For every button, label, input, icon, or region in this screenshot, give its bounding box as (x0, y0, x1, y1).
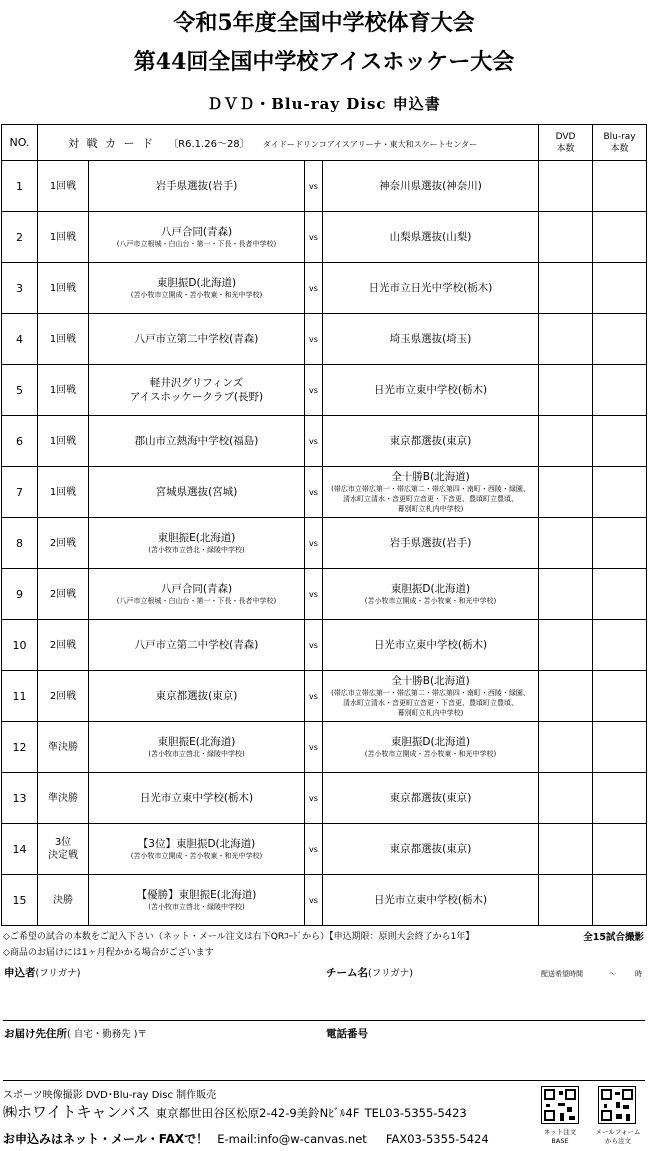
applicant-line (3, 1020, 645, 1021)
row-spacer (647, 875, 648, 926)
team-left-name: 東京都選抜(東京) (155, 690, 238, 702)
team-left-name: 宮城県選抜(宮城) (155, 486, 238, 498)
bluray-quantity-field[interactable] (593, 722, 647, 773)
team-left-name: 郡山市立熱海中学校(福島) (134, 435, 259, 447)
vs-label: vs (305, 314, 323, 365)
row-spacer (647, 467, 648, 518)
match-round-line: 1回戦 (49, 486, 77, 498)
table-header-row (2, 125, 648, 161)
team-left-name: 八戸市立第二中学校(青森) (134, 639, 259, 651)
team-right-members: (帯広市立帯広第一・帯広第二・帯広第四・南町・西陵・緑園、 (331, 689, 530, 697)
vs-label: vs (305, 875, 323, 926)
table-body (2, 161, 648, 926)
vs-label: vs (305, 263, 323, 314)
team-kana: (フリガナ) (368, 968, 413, 979)
vs-label: vs (305, 824, 323, 875)
team-right-name: 東京都選抜(東京) (389, 843, 472, 855)
team-left (89, 620, 305, 671)
vs-label: vs (305, 212, 323, 263)
team-right-name: 東胆振D(北海道) (390, 583, 471, 595)
team-right-name: 神奈川県選抜(神奈川) (379, 180, 482, 192)
team-left-name: 【3位】東胆振D(北海道) (137, 838, 256, 850)
postal-mark: 〒 (137, 1029, 147, 1040)
dvd-quantity-field[interactable] (539, 620, 593, 671)
team-right (323, 212, 539, 263)
team-right-members: (苫小牧市立開成・苫小牧東・和光中学校) (364, 597, 497, 605)
header-dvd (539, 125, 593, 161)
table-row (2, 671, 648, 722)
match-round-line: 1回戦 (49, 282, 77, 294)
header-bluray-line1: Blu-ray (603, 131, 636, 142)
team-right (323, 416, 539, 467)
company-fax: FAX03-5355-5424 (385, 1132, 489, 1146)
match-round-line: 1回戦 (49, 384, 77, 396)
match-round (38, 518, 89, 569)
table-row (2, 875, 648, 926)
team-left-name: 八戸市立第二中学校(青森) (134, 333, 259, 345)
team-left-name: 東胆振D(北海道) (156, 277, 237, 289)
header-venues: ダイドードリンコアイスアリーナ・東大和スケートセンター (262, 139, 478, 149)
row-spacer (647, 212, 648, 263)
team-right-name: 東京都選抜(東京) (389, 435, 472, 447)
team-left-name: 八戸合同(青森) (160, 226, 233, 238)
match-round-line: 準決勝 (48, 741, 78, 753)
match-round (38, 569, 89, 620)
table-row (2, 569, 648, 620)
match-number: 10 (2, 620, 38, 671)
match-round-line: 2回戦 (49, 537, 77, 549)
match-round-line: 1回戦 (49, 231, 77, 243)
title-line-1: 令和5年度全国中学校体育大会 (173, 10, 475, 36)
header-card-label: 対 戦 カ ー ド (68, 136, 155, 150)
address-type: ( 自宅・勤務先 ) (67, 1029, 138, 1040)
team-left-name: 【優勝】東胆振E(北海道) (136, 889, 257, 901)
match-round (38, 365, 89, 416)
vs-label: vs (305, 671, 323, 722)
team-left-members: (苫小牧市立開成・苫小牧東・和光中学校) (130, 852, 263, 860)
team-left-name: 岩手県選抜(岩手) (155, 180, 238, 192)
bluray-quantity-field[interactable] (593, 365, 647, 416)
table-row (2, 518, 648, 569)
team-right-name: 東京都選抜(東京) (389, 792, 472, 804)
qr-caption-mailform (590, 1128, 646, 1146)
row-spacer (647, 569, 648, 620)
team-right-name: 山梨県選抜(山梨) (389, 231, 472, 243)
bluray-quantity-field[interactable] (593, 671, 647, 722)
vs-label: vs (305, 416, 323, 467)
bluray-quantity-field[interactable] (593, 518, 647, 569)
order-methods: お申込みはネット・メール・FAXで！ (3, 1132, 209, 1146)
match-round-line: 1回戦 (49, 435, 77, 447)
match-round (38, 671, 89, 722)
team-right-name: 日光市立東中学校(栃木) (373, 639, 488, 651)
team-left-name: 八戸合同(青森) (160, 583, 233, 595)
note-delivery-time: ◇商品のお届けには1ヶ月程かかる場合がございます (3, 948, 214, 958)
qr-caption-mailform-1: メールフォーム (595, 1128, 641, 1136)
team-left-name: 東胆振E(北海道) (157, 532, 236, 544)
qr-caption-base-1: ネット注文 (543, 1128, 577, 1136)
row-spacer (647, 518, 648, 569)
dvd-quantity-field[interactable] (539, 722, 593, 773)
vs-label: vs (305, 773, 323, 824)
table-row (2, 620, 648, 671)
phone-label: 電話番号 (326, 1028, 368, 1040)
match-number: 12 (2, 722, 38, 773)
header-dates: 〔R6.1.26〜28〕 (168, 138, 250, 150)
team-left-members: (苫小牧市立啓北・緑陵中学校) (148, 903, 245, 911)
team-left (89, 314, 305, 365)
team-right-members: 幕別町立札内中学校) (397, 505, 464, 513)
bluray-quantity-field[interactable] (593, 569, 647, 620)
delivery-tilde: 〜 (609, 970, 616, 978)
team-right (323, 314, 539, 365)
match-round (38, 161, 89, 212)
row-spacer (647, 263, 648, 314)
bluray-quantity-field[interactable] (593, 824, 647, 875)
team-left-name: 東胆振E(北海道) (157, 736, 236, 748)
team-right-members: (帯広市立帯広第一・帯広第二・帯広第四・南町・西陵・緑園、 (331, 485, 530, 493)
team-left-members: (苫小牧市立開成・苫小牧東・和光中学校) (130, 291, 263, 299)
match-number: 2 (2, 212, 38, 263)
team-right (323, 365, 539, 416)
row-spacer (647, 824, 648, 875)
dvd-quantity-field[interactable] (539, 875, 593, 926)
table-row (2, 161, 648, 212)
team-left (89, 773, 305, 824)
qr-code-mailform-icon[interactable] (598, 1086, 636, 1124)
team-right (323, 161, 539, 212)
team-left (89, 263, 305, 314)
table-row (2, 365, 648, 416)
applicant-label (4, 965, 80, 980)
dvd-quantity-field[interactable] (539, 212, 593, 263)
team-right (323, 569, 539, 620)
match-number: 14 (2, 824, 38, 875)
team-label (326, 965, 413, 980)
match-number: 15 (2, 875, 38, 926)
match-number: 3 (2, 263, 38, 314)
team-right (323, 671, 539, 722)
header-match-card (38, 125, 539, 161)
table-row (2, 824, 648, 875)
team-right (323, 518, 539, 569)
dvd-quantity-field[interactable] (539, 569, 593, 620)
note-order-instructions: ◇ご希望の試合の本数をご記入下さい（ネット・メール注文は右下QRｺｰﾄﾞから）【申込期限：原則大会終了から1年】 (3, 932, 475, 942)
match-round (38, 722, 89, 773)
row-spacer (647, 161, 648, 212)
footer-order (3, 1128, 489, 1147)
dvd-quantity-field[interactable] (539, 467, 593, 518)
match-number: 6 (2, 416, 38, 467)
team-right-name: 全十勝B(北海道) (391, 675, 470, 687)
bluray-quantity-field[interactable] (593, 212, 647, 263)
dvd-quantity-field[interactable] (539, 824, 593, 875)
header-bluray (593, 125, 647, 161)
match-round (38, 620, 89, 671)
team-right (323, 467, 539, 518)
vs-label: vs (305, 365, 323, 416)
dvd-quantity-field[interactable] (539, 365, 593, 416)
table-row (2, 722, 648, 773)
vs-label: vs (305, 467, 323, 518)
match-round-line: 2回戦 (49, 639, 77, 651)
bluray-quantity-field[interactable] (593, 416, 647, 467)
table-row (2, 467, 648, 518)
vs-label: vs (305, 569, 323, 620)
vs-label: vs (305, 518, 323, 569)
row-spacer (647, 773, 648, 824)
team-right (323, 722, 539, 773)
match-number: 8 (2, 518, 38, 569)
header-bluray-line2: 本数 (610, 143, 629, 154)
team-right-name: 日光市立日光中学校(栃木) (368, 282, 493, 294)
match-number: 11 (2, 671, 38, 722)
match-round (38, 416, 89, 467)
match-round-line: 1回戦 (49, 180, 77, 192)
team-left (89, 824, 305, 875)
bluray-quantity-field[interactable] (593, 620, 647, 671)
match-round-line: 2回戦 (49, 588, 77, 600)
match-round (38, 314, 89, 365)
table-row (2, 263, 648, 314)
team-left-members: (苫小牧市立啓北・緑陵中学校) (148, 750, 245, 758)
bluray-quantity-field[interactable] (593, 314, 647, 365)
match-round (38, 824, 89, 875)
team-left (89, 212, 305, 263)
row-spacer (647, 416, 648, 467)
vs-label: vs (305, 161, 323, 212)
team-right-members: 清水町立清水・音更町立音更・下音更、豊頃町立豊頃、 (343, 495, 519, 503)
team-right (323, 263, 539, 314)
company-name: ホワイトキャンバス (17, 1103, 151, 1121)
dvd-quantity-field[interactable] (539, 314, 593, 365)
team-left (89, 161, 305, 212)
match-round (38, 875, 89, 926)
address-text: お届け先住所 (4, 1028, 67, 1040)
header-no: NO. (2, 125, 38, 161)
company-address: 東京都世田谷区松原2-42-9美鈴Nﾋﾞﾙ4F (155, 1106, 360, 1120)
team-right (323, 824, 539, 875)
team-left (89, 467, 305, 518)
team-left-name-line2: アイスホッケークラブ(長野) (129, 391, 264, 403)
row-spacer (647, 620, 648, 671)
dvd-quantity-field[interactable] (539, 416, 593, 467)
match-round (38, 263, 89, 314)
team-right-members: 幕別町立札内中学校) (397, 709, 464, 717)
footer-company (3, 1101, 467, 1122)
applicant-text: 申込者 (4, 967, 36, 979)
team-text: チーム名 (326, 967, 368, 979)
team-left (89, 722, 305, 773)
team-right (323, 773, 539, 824)
match-round (38, 773, 89, 824)
match-round (38, 212, 89, 263)
team-left (89, 875, 305, 926)
company-email[interactable]: E-mail:info@w-canvas.net (217, 1132, 367, 1146)
delivery-hour: 時 (635, 970, 642, 978)
vs-label: vs (305, 722, 323, 773)
table-row (2, 773, 648, 824)
match-number: 4 (2, 314, 38, 365)
header-dvd-line2: 本数 (556, 143, 575, 154)
table-row (2, 416, 648, 467)
team-left (89, 671, 305, 722)
team-left (89, 416, 305, 467)
vs-label: vs (305, 620, 323, 671)
bluray-quantity-field[interactable] (593, 773, 647, 824)
header-dvd-line1: DVD (555, 131, 576, 142)
address-line (3, 1080, 645, 1081)
match-round (38, 467, 89, 518)
team-right-members: 清水町立清水・音更町立音更・下音更、豊頃町立豊頃、 (343, 699, 519, 707)
team-left-name: 日光市立東中学校(栃木) (139, 792, 254, 804)
row-spacer (647, 671, 648, 722)
team-right-name: 全十勝B(北海道) (391, 471, 470, 483)
row-spacer (647, 314, 648, 365)
match-number: 1 (2, 161, 38, 212)
match-round-line: 3位 (54, 837, 72, 848)
qr-caption-mailform-2: から注文 (605, 1137, 631, 1145)
match-number: 13 (2, 773, 38, 824)
team-left (89, 518, 305, 569)
title-line-2: 第44回全国中学校アイスホッケー大会 (133, 49, 515, 75)
team-right-name: 埼玉県選抜(埼玉) (389, 333, 472, 345)
qr-caption-base (533, 1128, 587, 1146)
match-round-line: 2回戦 (49, 690, 77, 702)
team-right-members: (苫小牧市立開成・苫小牧東・和光中学校) (364, 750, 497, 758)
match-number: 7 (2, 467, 38, 518)
dvd-quantity-field[interactable] (539, 161, 593, 212)
match-round-line: 1回戦 (49, 333, 77, 345)
match-round-line: 決定戦 (48, 850, 78, 861)
bluray-quantity-field[interactable] (593, 263, 647, 314)
team-right (323, 875, 539, 926)
table-row (2, 212, 648, 263)
company-prefix: ㈱ (3, 1105, 17, 1121)
bluray-quantity-field[interactable] (593, 467, 647, 518)
note-total-games: 全15試合撮影 (583, 932, 644, 943)
company-tel: TEL03-5355-5423 (364, 1106, 467, 1120)
footer-line-1: スポーツ映像撮影 DVD･Blu-ray Disc 制作販売 (3, 1090, 217, 1101)
team-left-name: 軽井沢グリフィンズ (149, 377, 244, 389)
team-left (89, 569, 305, 620)
dvd-quantity-field[interactable] (539, 773, 593, 824)
match-round-line: 準決勝 (48, 792, 78, 804)
delivery-time-label: 配送希望時間 (541, 970, 583, 978)
applicant-kana: (フリガナ) (35, 968, 81, 979)
bluray-quantity-field[interactable] (593, 875, 647, 926)
team-left-members: (苫小牧市立啓北・緑陵中学校) (148, 546, 245, 554)
bluray-quantity-field[interactable] (593, 161, 647, 212)
dvd-quantity-field[interactable] (539, 518, 593, 569)
team-right-name: 日光市立東中学校(栃木) (373, 384, 488, 396)
row-spacer (647, 365, 648, 416)
team-left-members: (八戸市立根城・白山台・第一・下長・長者中学校) (116, 240, 277, 248)
match-number: 9 (2, 569, 38, 620)
order-table (1, 124, 648, 926)
match-round-line: 決勝 (53, 894, 73, 906)
team-right (323, 620, 539, 671)
team-right-name: 岩手県選抜(岩手) (389, 537, 472, 549)
dvd-quantity-field[interactable] (539, 671, 593, 722)
team-left (89, 365, 305, 416)
dvd-quantity-field[interactable] (539, 263, 593, 314)
qr-code-base-icon[interactable] (541, 1086, 579, 1124)
title-line-3: ＤＶＤ・Blu-ray Disc 申込書 (207, 95, 441, 113)
team-left-members: (八戸市立根城・白山台・第一・下長・長者中学校) (116, 597, 277, 605)
header-spacer (647, 125, 648, 161)
team-right-name: 東胆振D(北海道) (390, 736, 471, 748)
team-right-name: 日光市立東中学校(栃木) (373, 894, 488, 906)
address-label (4, 1026, 147, 1041)
table-row (2, 314, 648, 365)
qr-caption-base-2: BASE (551, 1137, 569, 1145)
row-spacer (647, 722, 648, 773)
match-number: 5 (2, 365, 38, 416)
